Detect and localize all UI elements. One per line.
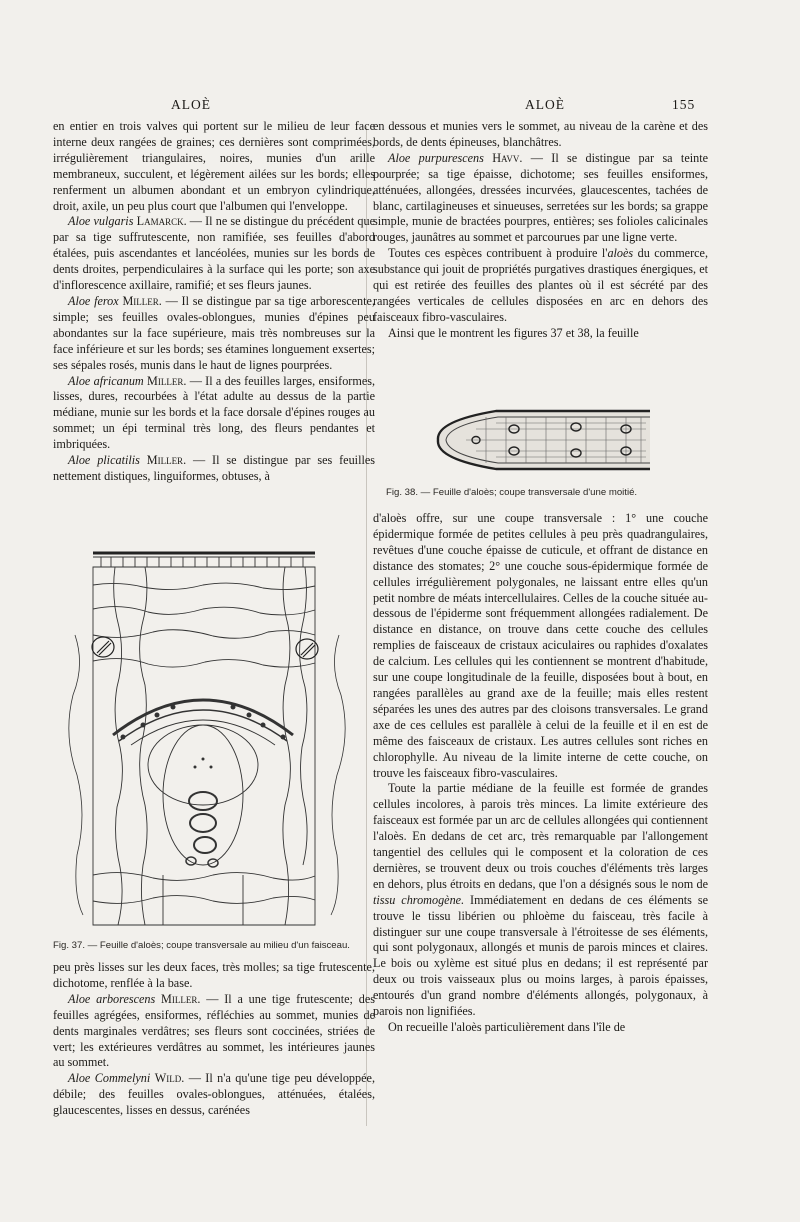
paragraph-figures-intro: Ainsi que le montrent les figures 37 et 38, la feuille	[388, 325, 639, 340]
species-purpurescens	[373, 151, 708, 246]
figure-38-caption: Fig. 38. — Feuille d'aloès; coupe transversale d'une moitié.	[386, 487, 638, 498]
species-text: — Il ne se distingue du précédent que par sa tige suffrutescente, non ramifiée, ses feuilles d'abord étalées, puis ascendantes et lancéolées, munies sur les bords de dents droites, perpendiculaires à la surface qui les porte; son axe d'inflorescence axillaire, ramifié; et ses fleurs jaunes.	[53, 214, 376, 293]
species-name: Aloe vulgaris	[68, 214, 134, 229]
species-commelyni	[53, 1071, 375, 1119]
species-name: Aloe ferox	[68, 293, 119, 308]
species-text: — Il se distingue par sa tige arborescente, simple; ses feuilles ovales-oblongues, munies d'épines peu abondantes sur la face supérieure, mais très nombreuses sur la face inférieure et sur les bords; ses étamines longuement exsertes; ses sépales rosés, munis dans le haut de lignes pourprées.	[53, 293, 375, 372]
species-vulgaris	[53, 214, 375, 294]
text-run: Immédiatement en dedans de ces éléments se trouve le tissu libérien ou phloème du faisceau, très facile à distinguer sur une coupe transversale à l'étroitesse de ses éléments, qui sont polygonaux, allongés et munis de parois minces et claires. Le bois ou xylème est situé plus en dedans; il est représenté par deux ou trois vaisseaux plus ou moins larges, à parois épaisses, entourés d'un grand nombre d'éléments allongés, polygonaux, à parois non lignifiées.	[373, 892, 708, 1019]
species-africanum	[53, 374, 375, 454]
species-author: Lamarck.	[136, 214, 187, 229]
species-text: — Il a une tige frutescente; des feuilles agrégées, ensiformes, réfléchies au sommet, munies de dents marginales verdâtres; ses fleurs sont coccinées, striées de vert; les extérieures verdâtres au sommet, les intérieures jaunes au sommet.	[53, 991, 375, 1070]
species-author: Havv.	[492, 150, 523, 165]
left-column-bottom	[53, 960, 375, 1119]
species-text: — Il a des feuilles larges, ensiformes, lisses, dures, recourbées à l'état adulte au dessus de la partie médiane, munie sur les bords et la face dorsale d'épines rouges au sommet; un épi terminal très long, des fleurs pendantes et imbriquées.	[53, 373, 376, 452]
emphasis: aloès	[607, 246, 634, 261]
half-leaf-section-drawing	[436, 401, 654, 479]
species-text: — Il se distingue par sa teinte pourprée; sa tige épaisse, dichotome; ses feuilles ensiformes, atténuées, allongées, dressées incurvées, glaucescentes, tachées de blanc, cartilagineuses et sinueuses, serretées sur les bords; sa grappe simple, munie de bractées pourpres, entières; ses folioles calicinales rouges, jaunâtres au sommet et parcourues par une ligne verte.	[373, 150, 708, 245]
text-run: Toutes ces espèces contribuent à produire l'	[388, 246, 608, 261]
species-ferox	[53, 294, 375, 374]
species-name: Aloe purpurescens	[388, 150, 484, 165]
species-name: Aloe Commelyni	[68, 1071, 151, 1086]
running-header-left: ALOÈ	[171, 97, 211, 112]
figure-37-illustration	[53, 545, 375, 935]
text-run: du commerce, substance qui jouit de propriétés purgatives drastiques énergiques, et qui est retirée des feuilles des plantes où il est sécrété par des rangées verticales de cellules disposées en arc en dehors des faisceaux fibro-vasculaires.	[373, 246, 709, 324]
paragraph-commerce	[373, 246, 708, 326]
species-text: — Il se distingue par ses feuilles nettement distiques, linguiformes, obtuses, à	[53, 453, 375, 483]
species-author: Miller.	[122, 293, 162, 308]
species-author: Miller.	[147, 373, 187, 388]
figure-37-caption: Fig. 37. — Feuille d'aloès; coupe transversale au milieu d'un faisceau.	[53, 940, 350, 951]
emphasis: tissu chromogène.	[373, 892, 465, 907]
species-text: — Il n'a qu'une tige peu développée, débile; des feuilles ovales-oblongues, atténuées, étalées, glaucescentes, lisses en dessus, carénées	[53, 1071, 375, 1118]
commelyni-continued: en dessous et munies vers le sommet, au niveau de la carène et des bords, de dents épineuses, blanchâtres.	[373, 119, 708, 149]
plicatilis-continued: peu près lisses sur les deux faces, très molles; sa tige frutescente, dichotome, renflée à la base.	[53, 960, 375, 990]
left-column-top	[53, 119, 375, 485]
paragraph-median	[373, 781, 708, 1020]
leaf-cross-section-drawing	[53, 545, 375, 935]
species-author: Miller.	[161, 991, 201, 1006]
running-header-right: ALOÈ	[525, 97, 565, 112]
species-author: Wild.	[154, 1071, 185, 1086]
species-name: Aloe arborescens	[68, 991, 156, 1006]
paragraph-harvest: On recueille l'aloès particulièrement dans l'île de	[388, 1020, 626, 1034]
figure-38-illustration	[436, 401, 654, 479]
paragraph-seeds: en entier en trois valves qui portent sur le milieu de leur face interne deux rangées de graines; ces dernières sont comprimées, irrégulièrement triangulaires, noires, munies d'un arille membraneux, succulent, et légèrement ailées sur les bords; elles renferment un albumen abondant et un embryon cylindrique, droit, axile, un peu plus court que l'albumen qui l'enveloppe.	[53, 119, 375, 213]
species-name: Aloe plicatilis	[68, 453, 140, 468]
species-name: Aloe africanum	[68, 373, 144, 388]
text-run: Toute la partie médiane de la feuille est formée de grandes cellules incolores, à parois très minces. La limite extérieure des faisceaux est formée par un arc de cellules allongées qui contiennent l'aloès. En dedans de cet arc, très remarquable par l'allongement tangentiel des cellules qui le composent et la coloration de ces dernières, se trouvent deux ou trois couches d'éléments très larges en dehors, plus étroits en dedans, que l'on a désignés sous le nom de	[373, 781, 708, 891]
page-number: 155	[672, 97, 696, 112]
species-plicatilis	[53, 453, 375, 485]
species-author: Miller.	[146, 453, 187, 468]
species-arborescens	[53, 992, 375, 1072]
paragraph-epidermis: d'aloès offre, sur une coupe transversale : 1° une couche épidermique formée de petites cellules à peu près quadrangulaires, revêtues d'une couche épaisse de cuticule, et offrant de distance en distance des stomates; 2° une couche sous-épidermique formée de cellules irrégulièrement polygonales, ne laissant entre elles qu'un petit nombre de méats intercellulaires. Celles de la couche située au-dessous de l'épiderme sont fréquemment allongées radialement. De distance en distance, on trouve dans cette couche des cellules remplies de faisceaux de cristaux aciculaires ou raphides d'oxalates de calcium. Les cellules qui les contiennent se montrent d'habitude, sur une coupe longitudinale de la feuille, disposées bout à bout, en rangées parallèles au grand axe de la feuille; mais elles restent séparées les unes des autres par des cloisons transversales. Le grand axe de ces cellules est parallèle à celui de la feuille et il en est de même des faisceaux de cristaux. Les autres cellules sont riches en chlorophylle. Au niveau de la limite interne de cette couche, on trouve les faisceaux fibro-vasculaires.	[373, 511, 708, 780]
right-column-top	[373, 119, 708, 342]
right-column-bottom	[373, 511, 708, 1036]
